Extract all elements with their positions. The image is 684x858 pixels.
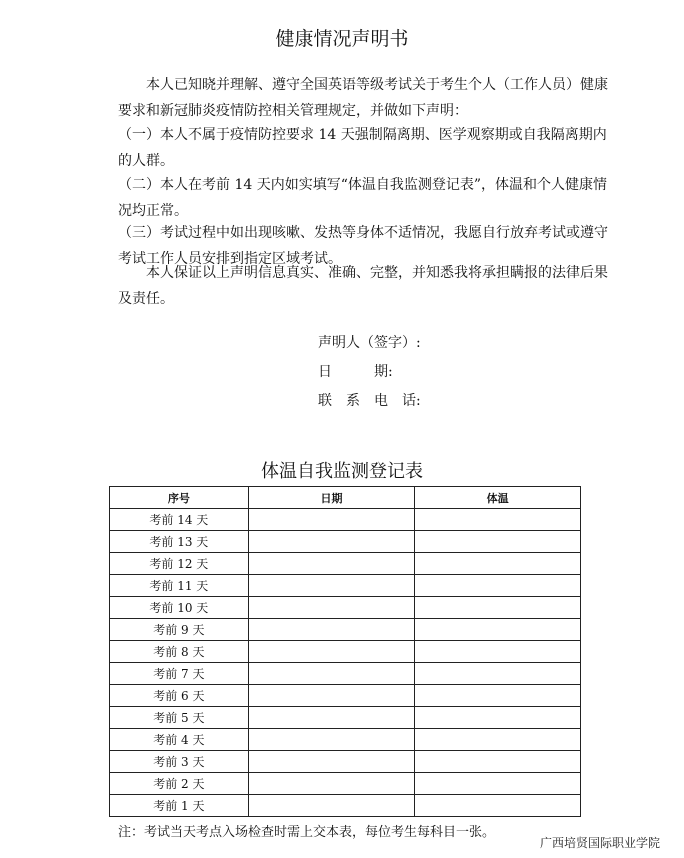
temperature-cell[interactable]	[415, 575, 581, 597]
table-row	[110, 773, 581, 795]
row-label: 考前 4 天	[110, 729, 249, 751]
header-temperature: 体温	[415, 487, 581, 509]
declaration-item-3: （三）考试过程中如出现咳嗽、发热等身体不适情况，我愿自行放弃考试或遵守考试工作人员安排到指定区域考试。	[118, 225, 608, 267]
table-row	[110, 531, 581, 553]
temperature-cell[interactable]	[415, 663, 581, 685]
row-label: 考前 8 天	[110, 641, 249, 663]
date-cell[interactable]	[248, 751, 415, 773]
temperature-cell[interactable]	[415, 707, 581, 729]
declaration-title: 健康情况声明书	[275, 28, 409, 50]
table-row	[110, 597, 581, 619]
temperature-cell[interactable]	[415, 553, 581, 575]
temperature-cell[interactable]	[415, 597, 581, 619]
table-row	[110, 619, 581, 641]
row-label: 考前 1 天	[110, 795, 249, 817]
date-cell[interactable]	[248, 685, 415, 707]
temperature-cell[interactable]	[415, 619, 581, 641]
table-row	[110, 685, 581, 707]
table-header-row	[110, 487, 581, 509]
row-label: 考前 14 天	[110, 509, 249, 531]
header-date: 日期	[248, 487, 415, 509]
table-row	[110, 641, 581, 663]
temperature-cell[interactable]	[415, 751, 581, 773]
table-row	[110, 729, 581, 751]
date-cell[interactable]	[248, 575, 415, 597]
signature-date-line: 日 期:	[318, 364, 393, 380]
table-row	[110, 509, 581, 531]
row-label: 考前 5 天	[110, 707, 249, 729]
row-label: 考前 3 天	[110, 751, 249, 773]
declaration-item-1: （一）本人不属于疫情防控要求 14 天强制隔离期、医学观察期或自我隔离期内的人群。	[118, 127, 607, 169]
table-row	[110, 575, 581, 597]
signature-phone-line: 联 系 电 话:	[318, 393, 421, 409]
declaration-item-2: （二）本人在考前 14 天内如实填写“体温自我监测登记表”，体温和个人健康情况均正常。	[118, 177, 608, 219]
temperature-cell[interactable]	[415, 773, 581, 795]
table-row	[110, 707, 581, 729]
declaration-guarantee: 本人保证以上声明信息真实、准确、完整，并知悉我将承担瞒报的法律后果及责任。	[118, 265, 608, 307]
temperature-table-title: 体温自我监测登记表	[261, 461, 423, 482]
table-row	[110, 663, 581, 685]
temperature-cell[interactable]	[415, 509, 581, 531]
table-row	[110, 553, 581, 575]
temperature-log-table	[109, 486, 581, 817]
row-label: 考前 9 天	[110, 619, 249, 641]
date-cell[interactable]	[248, 729, 415, 751]
date-cell[interactable]	[248, 773, 415, 795]
date-cell[interactable]	[248, 641, 415, 663]
row-label: 考前 7 天	[110, 663, 249, 685]
temperature-cell[interactable]	[415, 531, 581, 553]
table-row	[110, 751, 581, 773]
row-label: 考前 10 天	[110, 597, 249, 619]
date-cell[interactable]	[248, 707, 415, 729]
date-cell[interactable]	[248, 663, 415, 685]
temperature-cell[interactable]	[415, 641, 581, 663]
temperature-cell[interactable]	[415, 685, 581, 707]
watermark-brand: 广西培贤国际职业学院	[540, 836, 661, 850]
row-label: 考前 11 天	[110, 575, 249, 597]
signature-name-line: 声明人（签字）:	[318, 335, 421, 351]
date-cell[interactable]	[248, 531, 415, 553]
row-label: 考前 12 天	[110, 553, 249, 575]
row-label: 考前 6 天	[110, 685, 249, 707]
header-seq: 序号	[110, 487, 249, 509]
table-row	[110, 795, 581, 817]
temperature-cell[interactable]	[415, 729, 581, 751]
date-cell[interactable]	[248, 553, 415, 575]
table-footnote: 注：考试当天考点入场检查时需上交本表，每位考生每科目一张。	[118, 825, 496, 840]
date-cell[interactable]	[248, 619, 415, 641]
date-cell[interactable]	[248, 795, 415, 817]
temperature-cell[interactable]	[415, 795, 581, 817]
row-label: 考前 13 天	[110, 531, 249, 553]
declaration-paragraph-intro: 本人已知晓并理解、遵守全国英语等级考试关于考生个人（工作人员）健康要求和新冠肺炎疫情防控相关管理规定，并做如下声明：	[118, 77, 608, 119]
row-label: 考前 2 天	[110, 773, 249, 795]
date-cell[interactable]	[248, 509, 415, 531]
date-cell[interactable]	[248, 597, 415, 619]
